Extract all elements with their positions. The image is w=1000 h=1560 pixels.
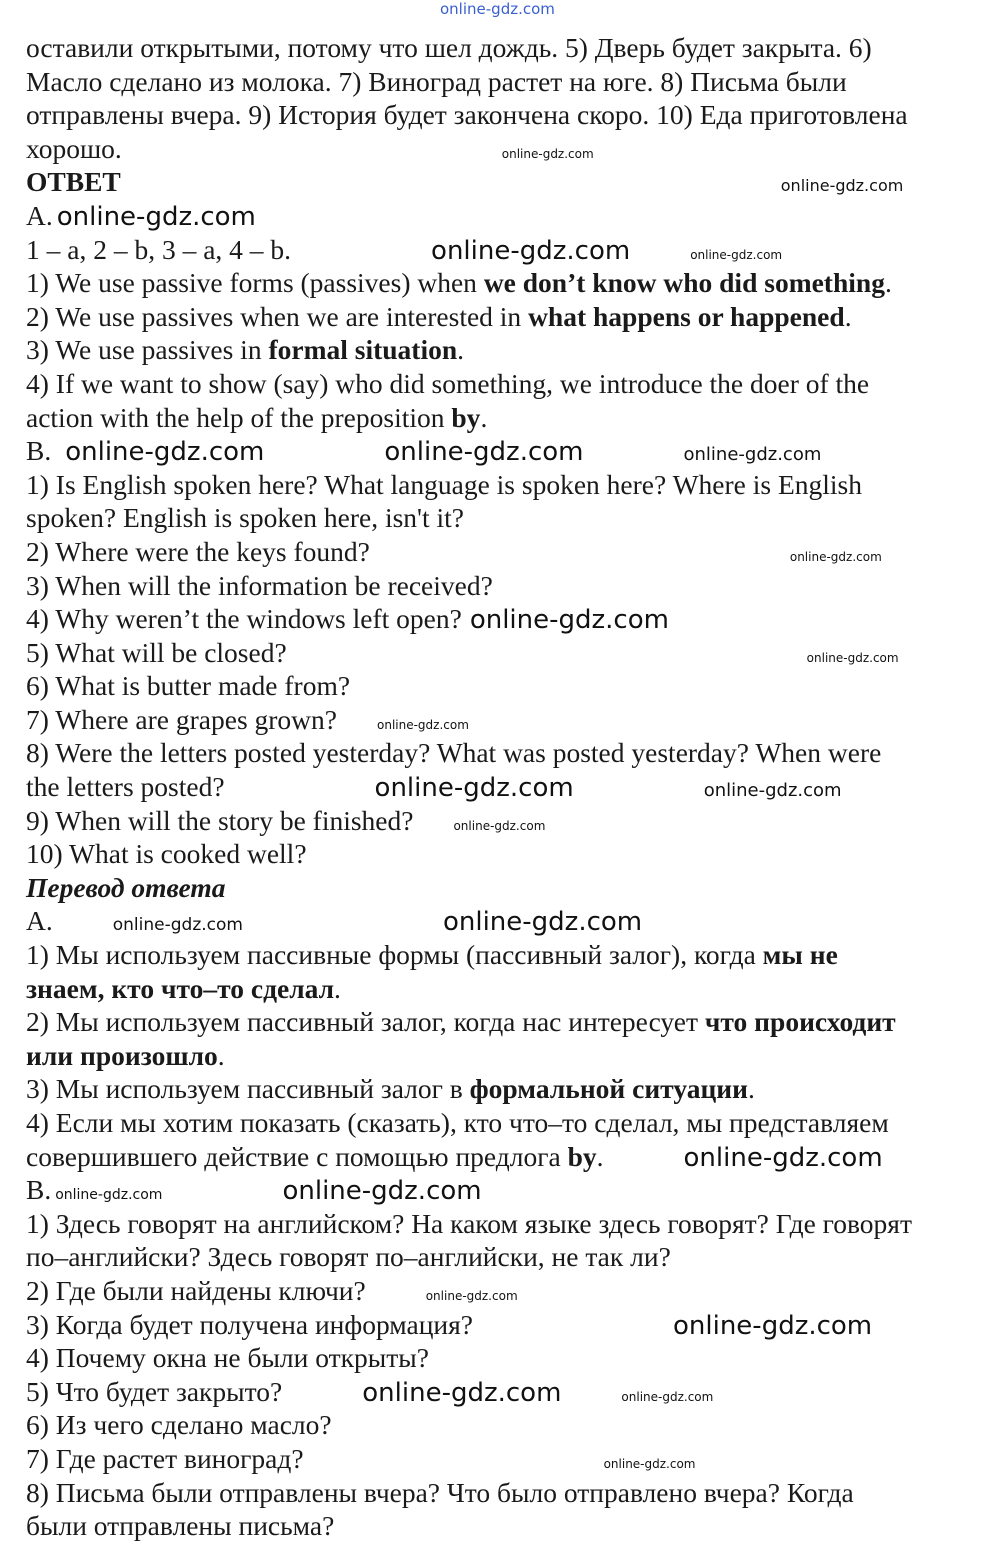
text: A.	[26, 905, 53, 937]
text-line	[26, 1308, 1000, 1342]
watermark: online-gdz.com	[683, 1142, 883, 1173]
watermark: online-gdz.com	[442, 907, 643, 938]
watermark: online-gdz.com	[431, 235, 631, 266]
bold-text: или произошло	[26, 1039, 218, 1071]
watermark: online-gdz.com	[65, 437, 265, 468]
text: 1) Мы используем пассивные формы (пассивный залог), когда	[26, 939, 763, 971]
text-line	[26, 938, 1000, 972]
text: action with the help of the preposition	[26, 401, 452, 433]
text-line	[26, 501, 1000, 535]
text: A.	[26, 199, 53, 231]
text: 2) Where were the keys found?	[26, 535, 370, 567]
text-line	[26, 300, 1000, 334]
text-line	[26, 31, 1000, 65]
text: 4) Почему окна не были открыты?	[26, 1342, 429, 1374]
text-line	[26, 1408, 1000, 1442]
text: .	[748, 1073, 755, 1105]
bold-text: what happens or happened	[528, 300, 845, 332]
text: 2) Где были найдены ключи?	[26, 1274, 366, 1306]
text-line	[26, 669, 1000, 703]
watermark: online-gdz.com	[56, 201, 256, 232]
bold-text: мы не	[762, 939, 838, 971]
text-line	[26, 535, 1000, 569]
text-line	[26, 434, 1000, 468]
text: 3) When will the information be received?	[26, 569, 493, 601]
watermark: online-gdz.com	[683, 444, 822, 466]
bold-text: знаем, кто что–то сделал	[26, 972, 335, 1004]
text: B.	[26, 435, 52, 467]
text: 1 – a, 2 – b, 3 – a, 4 – b.	[26, 233, 292, 265]
text-line	[26, 703, 1000, 737]
text: оставили открытыми, потому что шел дождь. 5) Дверь будет закрыта. 6)	[26, 32, 872, 63]
text: 2) We use passives when we are interested in	[26, 300, 529, 332]
text-line	[26, 1106, 1000, 1140]
watermark: online-gdz.com	[282, 1176, 482, 1207]
text-line	[26, 199, 1000, 233]
text-line	[26, 266, 1000, 300]
text-line	[26, 1442, 1000, 1476]
text: 5) What will be closed?	[26, 636, 287, 668]
text: 1) Здесь говорят на английском? На каком языке здесь говорят? Где говорят	[26, 1207, 912, 1239]
bold-text: formal situation	[268, 334, 458, 366]
watermark: online-gdz.com	[780, 176, 904, 196]
text: spoken? English is spoken here, isn't it?	[26, 502, 465, 534]
watermark: online-gdz.com	[55, 1187, 163, 1204]
text-line	[26, 1509, 1000, 1543]
watermark: online-gdz.com	[425, 1288, 518, 1303]
text: 4) Если мы хотим показать (сказать), кто что–то сделал, мы представляем	[26, 1107, 889, 1138]
watermark: online-gdz.com	[806, 650, 899, 665]
watermark: online-gdz.com	[673, 1310, 873, 1341]
text: 6) Из чего сделано масло?	[26, 1409, 332, 1441]
watermark: online-gdz.com	[603, 1456, 696, 1471]
text: Масло сделано из молока. 7) Виноград растет на юге. 8) Письма были	[26, 65, 847, 97]
text-line	[26, 1140, 1000, 1174]
text: 2) Мы используем пассивный залог, когда нас интересует	[26, 1006, 705, 1038]
text: отправлены вчера. 9) История будет закончена скоро. 10) Еда приготовлена	[26, 99, 908, 131]
text: 6) What is butter made from?	[26, 670, 351, 702]
text: .	[596, 1140, 604, 1172]
text: B.	[26, 1174, 52, 1206]
text: 3) Когда будет получена информация?	[26, 1308, 473, 1340]
text-line	[26, 569, 1000, 603]
text-line	[26, 401, 1000, 435]
text: были отправлены письма?	[26, 1510, 335, 1542]
text-line	[26, 871, 1000, 905]
text-line	[26, 1173, 1000, 1207]
text: .	[480, 401, 488, 433]
text: the letters posted?	[26, 771, 225, 803]
text: .	[844, 300, 852, 332]
text-line	[26, 1039, 1000, 1073]
watermark: online-gdz.com	[112, 915, 243, 936]
bold-text: формальной ситуации	[469, 1073, 748, 1105]
text-line	[26, 165, 1000, 199]
text: .	[334, 972, 341, 1004]
text-line	[26, 468, 1000, 502]
text: .	[457, 334, 465, 366]
text-line	[26, 1240, 1000, 1274]
text: 9) When will the story be finished?	[26, 804, 414, 836]
text: 8) Were the letters posted yesterday? What was posted yesterday? When were	[26, 737, 882, 769]
watermark: online-gdz.com	[690, 247, 783, 262]
text: 7) Где растет виноград?	[26, 1442, 304, 1474]
text: совершившего действие с помощью предлога	[26, 1140, 568, 1172]
text-line	[26, 333, 1000, 367]
text: 4) Why weren’t the windows left open?	[26, 603, 462, 635]
text: 8) Письма были отправлены вчера? Что было отправлено вчера? Когда	[26, 1476, 854, 1508]
watermark: online-gdz.com	[374, 773, 574, 804]
bold-text: by	[567, 1140, 597, 1172]
text-line	[26, 1375, 1000, 1409]
bold-text: Перевод ответа	[26, 871, 226, 903]
text-line	[26, 1341, 1000, 1375]
watermark: online-gdz.com	[362, 1377, 562, 1408]
text-line	[26, 1072, 1000, 1106]
watermark: online-gdz.com	[453, 818, 546, 833]
text-line	[26, 1207, 1000, 1241]
bold-text: by	[451, 401, 481, 433]
text-line	[26, 636, 1000, 670]
text: 1) Is English spoken here? What language is spoken here? Where is English	[26, 468, 862, 500]
watermark: online-gdz.com	[789, 549, 882, 564]
watermark: online-gdz.com	[501, 146, 594, 161]
bold-text: we don’t know who did something	[483, 267, 885, 299]
text: 5) Что будет закрыто?	[26, 1375, 283, 1407]
text-line	[26, 1476, 1000, 1510]
watermark: online-gdz.com	[377, 717, 469, 732]
watermark: online-gdz.com	[384, 437, 584, 468]
watermark: online-gdz.com	[621, 1389, 714, 1404]
watermark: online-gdz.com	[469, 605, 669, 636]
text: 4) If we want to show (say) who did something, we introduce the doer of the	[26, 367, 870, 399]
text-line	[26, 837, 1000, 871]
bold-text: ОТВЕТ	[26, 166, 121, 198]
text-line	[26, 770, 1000, 804]
text-line	[26, 233, 1000, 267]
text-line	[26, 904, 1000, 938]
text-line	[26, 98, 1000, 132]
text: .	[217, 1039, 225, 1071]
text: 3) Мы используем пассивный залог в	[26, 1073, 470, 1105]
text-line	[26, 367, 1000, 401]
text-line	[26, 804, 1000, 838]
text: 3) We use passives in	[26, 334, 269, 366]
text: хорошо.	[26, 132, 122, 164]
text: по–английски? Здесь говорят по–английски, не так ли?	[26, 1241, 671, 1273]
document-text	[26, 31, 1000, 1543]
text: 1) We use passive forms (passives) when	[26, 267, 484, 299]
text-line	[26, 972, 1000, 1006]
text: 10) What is cooked well?	[26, 838, 307, 870]
text: .	[884, 267, 892, 299]
bold-text: что происходит	[704, 1006, 896, 1038]
watermark: online-gdz.com	[703, 780, 842, 802]
header-watermark: online-gdz.com	[440, 0, 555, 18]
text-line	[26, 1005, 1000, 1039]
text-line	[26, 1274, 1000, 1308]
text: 7) Where are grapes grown?	[26, 703, 337, 735]
text-line	[26, 132, 1000, 166]
text-line	[26, 602, 1000, 636]
text-line	[26, 65, 1000, 99]
text-line	[26, 736, 1000, 770]
